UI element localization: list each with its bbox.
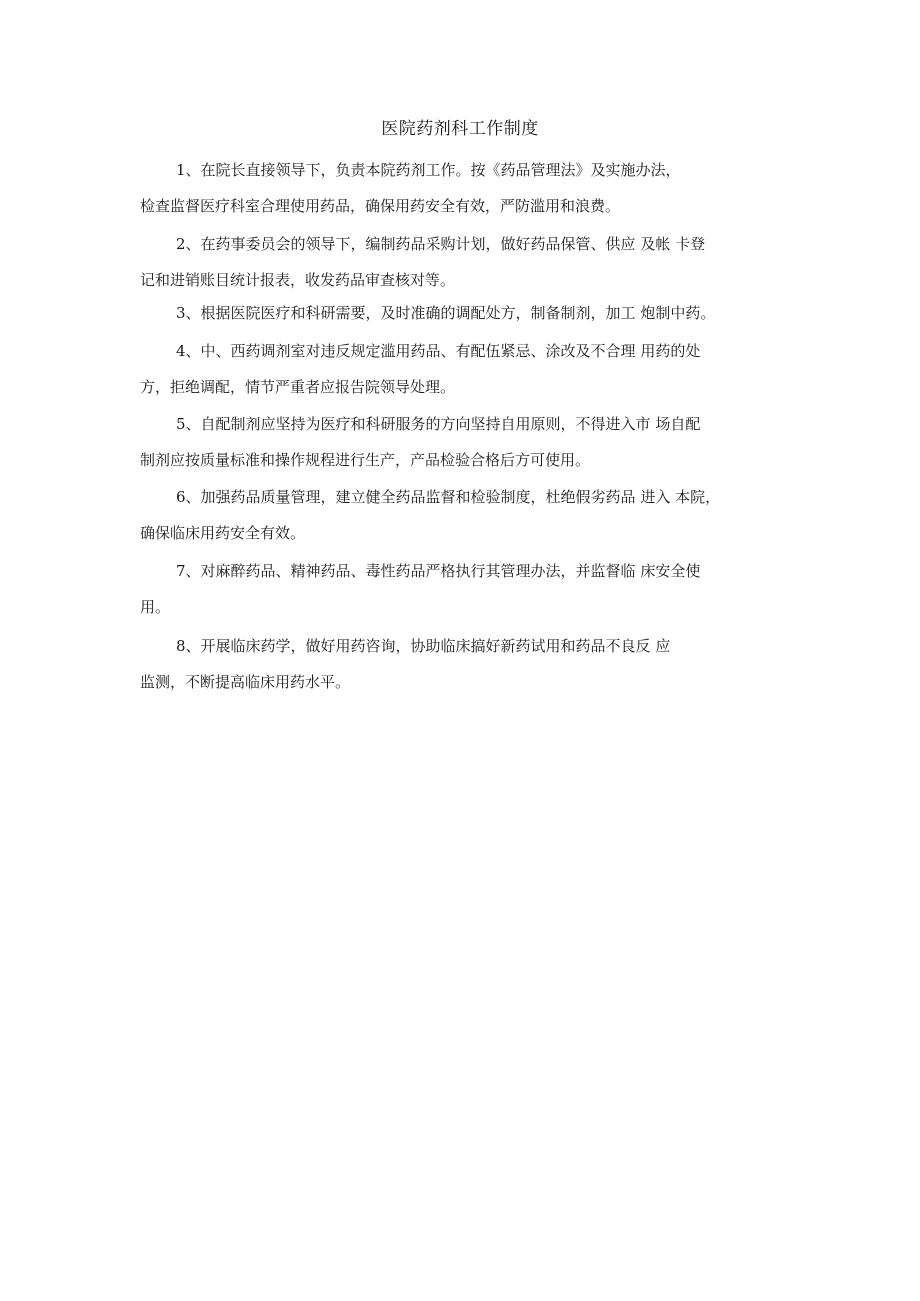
paragraph-7 xyxy=(140,553,790,625)
paragraph-8 xyxy=(140,628,790,700)
paragraph-line: 8、开展临床药学，做好用药咨询，协助临床搞好新药试用和药品不良反 应 xyxy=(176,637,671,655)
paragraph-3 xyxy=(140,295,790,331)
paragraph-line: 4、中、西药调剂室对违反规定滥用药品、有配伍紧忌、涂改及不合理 用药的处 xyxy=(176,342,701,360)
paragraph-line: 1、在院长直接领导下，负责本院药剂工作。按《药品管理法》及实施办法， xyxy=(176,161,681,179)
paragraph-line: 制剂应按质量标准和操作规程进行生产，产品检验合格后方可使用。 xyxy=(140,451,591,469)
document-title: 医院药剂科工作制度 xyxy=(381,119,539,139)
paragraph-line: 检查监督医疗科室合理使用药品，确保用药安全有效，严防滥用和浪费。 xyxy=(140,197,621,215)
paragraph-line: 5、自配制剂应坚持为医疗和科研服务的方向坚持自用原则，不得进入市 场自配 xyxy=(176,415,701,433)
paragraph-line: 2、在药事委员会的领导下，编制药品采购计划，做好药品保管、供应 及帐 卡登 xyxy=(176,235,706,253)
paragraph-4 xyxy=(140,333,790,405)
paragraph-line: 方，拒绝调配，情节严重者应报告院领导处理。 xyxy=(140,378,456,396)
paragraph-2 xyxy=(140,226,790,298)
paragraph-line: 监测，不断提高临床用药水平。 xyxy=(140,673,351,691)
paragraph-line: 确保临床用药安全有效。 xyxy=(140,524,306,542)
paragraph-6 xyxy=(140,479,790,551)
paragraph-line: 3、根据医院医疗和科研需要，及时准确的调配处方，制备制剂，加工 炮制中药。 xyxy=(176,304,716,322)
paragraph-5 xyxy=(140,406,790,478)
paragraph-line: 7、对麻醉药品、精神药品、毒性药品严格执行其管理办法，并监督临 床安全使 xyxy=(176,562,701,580)
paragraph-line: 6、加强药品质量管理，建立健全药品监督和检验制度，杜绝假劣药品 进入 本院， xyxy=(176,488,721,506)
paragraph-line: 记和进销账目统计报表，收发药品审查核对等。 xyxy=(140,271,456,289)
paragraph-1 xyxy=(140,152,790,224)
paragraph-line: 用。 xyxy=(140,598,171,616)
